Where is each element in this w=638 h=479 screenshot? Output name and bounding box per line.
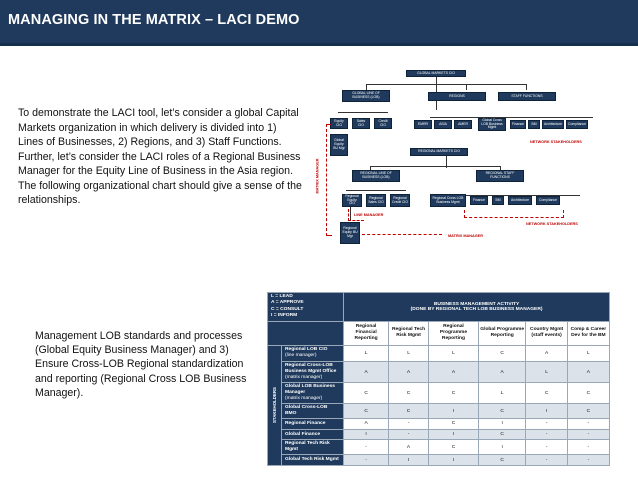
laci-cell: I	[429, 429, 479, 440]
org-box-asia: ASIA	[434, 120, 452, 129]
role-name: Global Tech Risk Mgmt	[285, 457, 339, 463]
org-box-regional-lob: REGIONAL LINE OF BUSINESS (LOB)	[352, 170, 400, 182]
network-stakeholders-bottom: NETWORK STAKEHOLDERS	[526, 222, 578, 226]
col-regional-tech-risk: Regional Tech Risk Mgmt	[389, 321, 429, 345]
laci-legend	[268, 293, 344, 322]
laci-cell: -	[389, 429, 429, 440]
laci-cell: -	[526, 440, 567, 455]
intro-paragraph: To demonstrate the LACI tool, let’s consider a global Capital Markets organization in which delivery is divided into 1) Lines of Businesses, 2) Regions, and 3) Staff Functions. Further, let’s consider the LACI roles of a Regional Business Manager for the Equity Line of Business in the Asia region. The following organizational chart should give a sense of the relationships.	[18, 107, 302, 206]
laci-cell: L	[567, 345, 609, 361]
col-global-programme-reporting: Global Programme Reporting	[478, 321, 526, 345]
laci-table	[267, 292, 610, 466]
col-comp-career-dev: Comp & Career Dev for the BM	[567, 321, 609, 345]
role-cell	[282, 345, 344, 361]
matrix-manager-path	[362, 234, 442, 235]
org-box-regional-equity-bm: Regional Equity BU Mgr	[340, 222, 360, 244]
laci-cell: I	[526, 404, 567, 419]
laci-cell: -	[344, 440, 389, 455]
laci-cell: I	[478, 419, 526, 430]
laci-cell: -	[567, 440, 609, 455]
org-box-staff-bm: BM	[528, 120, 540, 129]
laci-cell: L	[478, 383, 526, 404]
activity-header	[344, 293, 610, 322]
role-sub: (matrix manager)	[285, 396, 323, 402]
laci-cell: C	[478, 404, 526, 419]
org-box-regional-sales-cio: Regional Sales CIO	[366, 194, 386, 207]
org-box-staff-architecture: Architecture	[542, 120, 564, 129]
line-manager-label: LINE MANAGER	[354, 213, 384, 217]
role-name: Regional LOB CIO	[285, 347, 328, 353]
org-box-staff-finance: Finance	[510, 120, 526, 129]
org-box-regions: REGIONS	[428, 92, 486, 101]
matrix-manager-side-path	[326, 124, 332, 236]
role-name: Global LOB Business Manager	[285, 384, 336, 396]
laci-cell: C	[526, 383, 567, 404]
laci-cell: I	[429, 404, 479, 419]
network-stakeholders-top: NETWORK STAKEHOLDERS	[530, 140, 582, 144]
laci-cell: I	[429, 455, 479, 466]
role-cell	[282, 455, 344, 466]
laci-cell: L	[389, 345, 429, 361]
org-box-credit-cio: Credit CIO	[374, 118, 392, 129]
legend-approve: A = APPROVE	[271, 300, 304, 306]
role-cell	[282, 440, 344, 455]
org-box-staff-compliance: Compliance	[566, 120, 588, 129]
table-row	[268, 419, 610, 430]
org-chart	[315, 62, 638, 257]
table-row	[268, 383, 610, 404]
org-box-global-markets-cio: GLOBAL MARKETS CIO	[406, 70, 466, 77]
network-stakeholders-bracket	[464, 210, 564, 218]
org-box-staff-functions: STAFF FUNCTIONS	[498, 92, 556, 101]
laci-cell: C	[429, 440, 479, 455]
table-row	[268, 440, 610, 455]
role-sub: (matrix manager)	[285, 375, 323, 381]
table-row	[268, 361, 610, 382]
laci-cell: -	[567, 419, 609, 430]
role-cell	[282, 419, 344, 430]
legend-lead: L = LEAD	[271, 294, 293, 299]
laci-cell: C	[389, 383, 429, 404]
laci-cell: -	[526, 429, 567, 440]
role-cell	[282, 429, 344, 440]
laci-cell: A	[344, 419, 389, 430]
title-bar	[0, 0, 638, 46]
stakeholders-side-label	[268, 345, 282, 465]
activity-subtitle: (DONE BY REGIONAL TECH LOB BUSINESS MANAGER)	[410, 306, 543, 312]
laci-cell: I	[478, 440, 526, 455]
laci-cell: C	[567, 404, 609, 419]
legend-inform: I = INFORM	[271, 313, 298, 319]
laci-cell: C	[344, 404, 389, 419]
laci-cell: -	[567, 455, 609, 466]
table-row	[268, 404, 610, 419]
org-box-regional-architecture: Architecture	[508, 196, 532, 205]
laci-cell: A	[389, 361, 429, 382]
slide-title: MANAGING IN THE MATRIX – LACI DEMO	[8, 12, 300, 28]
activity-title: BUSINESS MANAGEMENT ACTIVITY	[433, 301, 520, 307]
role-cell	[282, 361, 344, 382]
legend-consult: C = CONSULT	[271, 306, 304, 312]
table-row	[268, 455, 610, 466]
org-box-regional-bm: BM	[492, 196, 504, 205]
laci-cell: A	[526, 345, 567, 361]
table-row	[268, 429, 610, 440]
org-box-regional-compliance: Compliance	[536, 196, 560, 205]
org-box-regional-credit-cio: Regional Credit CIO	[390, 194, 410, 207]
laci-cell: -	[344, 455, 389, 466]
role-cell	[282, 383, 344, 404]
col-regional-financial-reporting: Regional Financial Reporting	[344, 321, 389, 345]
matrix-manager-side-label: MATRIX MANAGER	[315, 158, 320, 194]
role-name: Global Finance	[285, 431, 321, 437]
laci-cell: C	[478, 429, 526, 440]
laci-cell: C	[429, 419, 479, 430]
org-box-regional-finance: Finance	[470, 196, 488, 205]
role-cell	[282, 404, 344, 419]
org-box-regional-markets-cio: REGIONAL MARKETS CIO	[410, 148, 468, 156]
org-box-global-lob: GLOBAL LINE OF BUSINESS (LOB)	[342, 90, 390, 102]
org-box-regional-staff: REGIONAL STAFF FUNCTIONS	[476, 170, 524, 182]
org-box-global-equity-bm: Global Equity BU Mgr	[330, 134, 348, 156]
laci-cell: C	[567, 383, 609, 404]
laci-cell: C	[429, 383, 479, 404]
role-name: Regional Finance	[285, 420, 326, 426]
org-box-sales-cio: Sales CIO	[352, 118, 370, 129]
laci-cell: A	[389, 440, 429, 455]
org-box-global-cross-lob-bm: Global Cross LOB Business Mgmt	[478, 118, 506, 131]
col-country-mgmt: Country Mgmt (staff events)	[526, 321, 567, 345]
laci-cell: -	[389, 419, 429, 430]
stakeholders-label: STAKEHOLDERS	[272, 387, 277, 424]
laci-cell: A	[478, 361, 526, 382]
management-paragraph: Management LOB standards and processes (Global Equity Business Manager) and 3) Ensure Cross-LOB Regional standardization and reporting (Regional Cross LOB Business Manager).	[35, 330, 247, 399]
laci-cell: C	[344, 383, 389, 404]
laci-cell: L	[526, 361, 567, 382]
role-sub: (line manager)	[285, 353, 317, 359]
role-name: Global Cross-LOB BMO	[285, 405, 328, 417]
laci-cell: L	[344, 345, 389, 361]
laci-cell: L	[429, 345, 479, 361]
org-box-emrr: EMRR	[414, 120, 432, 129]
col-regional-programme-reporting: Regional Programme Reporting	[429, 321, 479, 345]
laci-cell: C	[478, 345, 526, 361]
org-box-equity-cio: Equity CIO	[330, 118, 348, 129]
laci-cell: -	[567, 429, 609, 440]
laci-cell: C	[478, 455, 526, 466]
laci-cell: A	[567, 361, 609, 382]
org-box-regional-cross-lob-bm: Regional Cross LOB Business Mgmt	[430, 194, 466, 207]
role-name: Regional Tech Risk Mgmt	[285, 441, 330, 453]
laci-cell: I	[389, 455, 429, 466]
laci-cell: I	[344, 429, 389, 440]
org-box-regional-equity-cio: Regional Equity CIO	[342, 194, 362, 207]
laci-cell: -	[526, 419, 567, 430]
laci-cell: C	[389, 404, 429, 419]
laci-cell: -	[526, 455, 567, 466]
laci-cell: A	[344, 361, 389, 382]
laci-cell: A	[429, 361, 479, 382]
org-box-amer: AMER	[454, 120, 472, 129]
role-name: Regional Cross-LOB Business Mgmt Office	[285, 363, 337, 375]
matrix-manager-label: MATRIX MANAGER	[448, 234, 483, 238]
table-row	[268, 345, 610, 361]
